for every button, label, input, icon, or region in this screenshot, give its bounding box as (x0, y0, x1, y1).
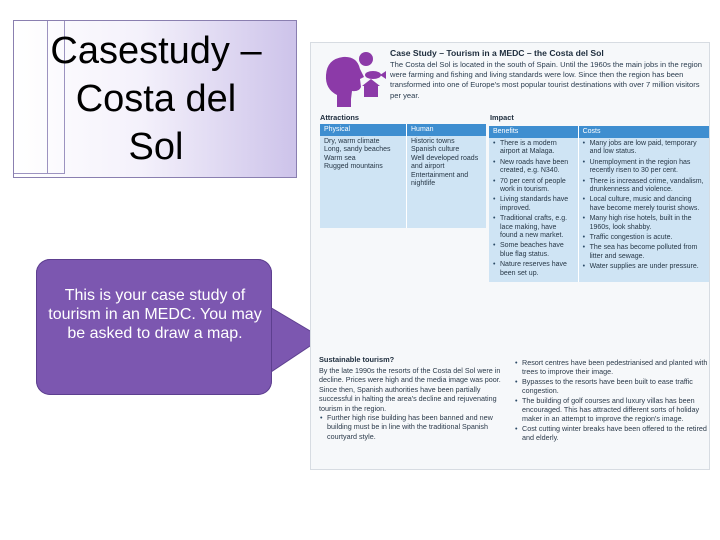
human-item: Spanish culture (411, 146, 460, 154)
cost-item: • There is increased crime, vandalism, drunkenness and violence. (582, 178, 706, 195)
physical-item: Warm sea (324, 154, 356, 162)
benefits-header: Benefits (489, 126, 578, 138)
case-study-title: Case Study – Tourism in a MEDC – the Costa del Sol (390, 48, 604, 58)
sustainable-bullet: • Further high rise building has been banned and new building must be in line with the traditional Spanish courtyard style. (319, 413, 509, 441)
sun-icon (359, 52, 373, 66)
cost-item: • Many high rise hotels, built in the 1960s, look shabby. (582, 215, 706, 232)
sustainable-left-column (319, 366, 509, 443)
title-line-3: Sol (128, 126, 184, 168)
case-study-intro (390, 60, 708, 101)
human-cell (407, 136, 487, 228)
title-line-2: Costa del (75, 78, 237, 120)
benefit-item: • Some beaches have blue flag status. (492, 242, 575, 259)
impact-label: Impact (490, 113, 514, 122)
physical-header: Physical (320, 124, 407, 136)
thinking-head-icon (317, 45, 387, 111)
human-item: Entertainment and nightlife (411, 171, 469, 188)
benefit-item: • 70 per cent of people work in tourism. (492, 178, 575, 195)
benefit-item: • Traditional crafts, e.g. lace making, have found a new market. (492, 215, 575, 240)
textbook-page (310, 42, 710, 470)
physical-item: Rugged mountains (324, 163, 383, 171)
sustainable-bullet: • The building of golf courses and luxury villas has been encouraged. This has attracted different sorts of holiday maker in an attempt to improve the region's image. (514, 396, 710, 424)
fish-icon (365, 71, 386, 79)
benefit-item: • New roads have been created, e.g. N340. (492, 159, 575, 176)
human-item: Historic towns (411, 138, 455, 145)
attractions-table (320, 124, 486, 228)
impact-table (489, 126, 709, 282)
benefit-item: • Living standards have improved. (492, 196, 575, 213)
cost-item: • Many jobs are low paid, temporary and low status. (582, 140, 706, 157)
physical-item: Dry, warm climate (324, 138, 380, 145)
sustainable-right-column (514, 358, 710, 443)
sustainable-bullet: • Resort centres have been pedestrianised and planted with trees to improve their image. (514, 358, 710, 377)
title-line-1: Casestudy – (50, 30, 262, 72)
human-header: Human (407, 124, 487, 136)
sustainable-heading: Sustainable tourism? (319, 355, 395, 364)
benefit-item: • Nature reserves have been set up. (492, 261, 575, 278)
intro-paragraph: The Costa del Sol is located in the south of Spain. Until the 1960s the main jobs in the region were farming and fishing and living standards were low. Since then the region has been transformed into one of Europe's most popular tourist destinations with over 7 million visitors per year. (390, 60, 702, 100)
cost-item: • Water supplies are under pressure. (582, 263, 706, 271)
costs-header: Costs (578, 126, 709, 138)
benefits-cell (489, 138, 578, 282)
physical-item: Long, sandy beaches (324, 146, 391, 154)
cost-item: • Traffic congestion is acute. (582, 234, 706, 242)
sustainable-paragraph: By the late 1990s the resorts of the Costa del Sol were in decline. Prices were high and the media image was poor. Since then, Spanish authorities have been partially successful in halting the area's decline and rejuvenating tourism in the region. (319, 366, 501, 413)
physical-cell (320, 136, 407, 228)
cost-item: • Local culture, music and dancing have become merely tourist shows. (582, 196, 706, 213)
sustainable-bullet: • Cost cutting winter breaks have been offered to the retired and elderly. (514, 424, 710, 443)
cost-item: • Unemployment in the region has recently risen to 30 per cent. (582, 159, 706, 176)
cost-item: • The sea has become polluted from litter and sewage. (582, 244, 706, 261)
human-item: Well developed roads and airport (411, 154, 479, 171)
building-icon (362, 79, 380, 97)
callout-text: This is your case study of tourism in an MEDC. You may be asked to draw a map. (48, 287, 262, 342)
benefit-item: • There is a modern airport at Malaga. (492, 140, 575, 157)
costs-cell (578, 138, 709, 282)
sustainable-bullet: • Bypasses to the resorts have been built to ease traffic congestion. (514, 377, 710, 396)
attractions-label: Attractions (320, 113, 360, 122)
